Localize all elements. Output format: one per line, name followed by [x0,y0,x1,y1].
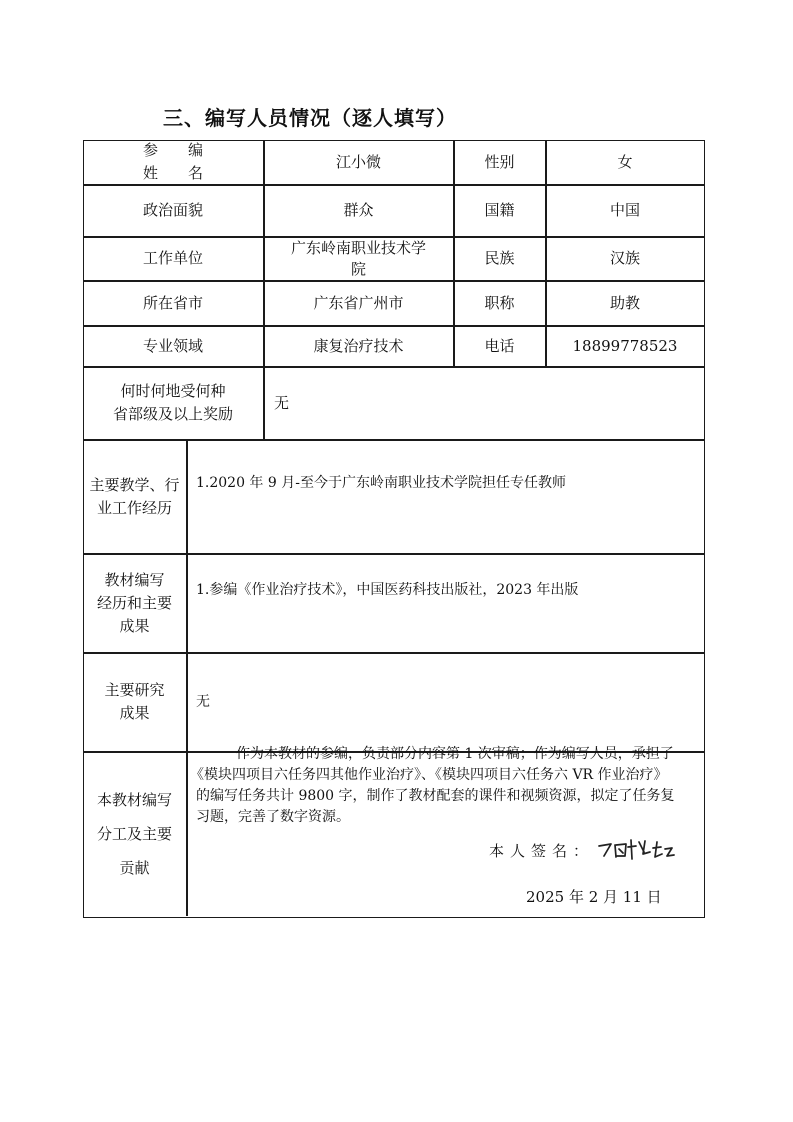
awards-label-line-2: 省部级及以上奖励 [112,405,233,423]
nationality-value: 中国 [609,201,640,219]
awards-label-line-1: 何时何地受何种 [120,382,226,400]
awards-value: 无 [274,393,290,412]
politics-value: 群众 [343,201,374,219]
textbook-label-line-1: 教材编写 [104,570,165,589]
textbook-label [83,554,186,652]
phone-label: 电话 [484,336,515,355]
gender-value: 女 [617,152,633,171]
name-label-line-2: 姓 名 [142,164,203,182]
awards-label [83,367,263,439]
experience-label-line-1: 主要教学、行 [89,475,180,494]
ethnicity-value: 汉族 [609,249,640,267]
contribution-text [190,744,700,828]
workplace-value-line-1: 广东岭南职业技术学 [290,238,426,257]
nationality-label: 国籍 [484,201,515,219]
field-label: 专业领域 [142,336,203,355]
name-label-line-1: 参 编 [142,141,203,159]
ethnicity-label: 民族 [484,249,515,267]
contribution-label-line-1: 本教材编写 [96,791,172,809]
textbook-label-line-2: 经历和主要 [96,593,172,612]
section-title: 三、编写人员情况（逐人填写） [163,106,457,130]
research-label [83,653,186,751]
contribution-label-line-3: 贡献 [119,859,150,877]
workplace-value [264,237,453,280]
gender-label: 性别 [484,152,515,171]
contribution-line-4: 习题，完善了数字资源。 [196,809,350,825]
experience-label-line-2: 业工作经历 [96,498,172,517]
contribution-line-2: 《模块四项目六任务四其他作业治疗》、《模块四项目六任务六 VR 作业治疗》 [190,767,668,783]
handwritten-signature [595,832,707,866]
textbook-value: 1.参编《作业治疗技术》，中国医药科技出版社，2023 年出版 [196,581,579,598]
research-label-line-2: 成果 [119,704,150,722]
research-value: 无 [196,693,210,710]
contribution-line-3: 的编写任务共计 9800 字，制作了教材配套的课件和视频资源，拟定了任务复 [196,788,675,804]
title-value: 助教 [609,293,640,312]
location-label: 所在省市 [142,293,203,312]
location-value: 广东省广州市 [313,293,404,312]
contribution-label [83,752,186,916]
contribution-label-line-2: 分工及主要 [96,825,172,843]
name-value: 江小微 [335,152,381,171]
workplace-label: 工作单位 [142,249,203,267]
workplace-value-line-2: 院 [350,259,366,278]
politics-label: 政治面貌 [142,201,203,219]
signature-label: 本人签名： [489,842,595,860]
staff-info-table [83,140,705,918]
phone-value: 18899778523 [572,336,678,355]
experience-label [83,440,186,553]
contribution-line-1: 作为本教材的参编，负责部分内容第 1 次审稿；作为编写人员，承担了 [236,746,674,762]
textbook-label-line-3: 成果 [119,616,150,635]
field-value: 康复治疗技术 [313,336,404,355]
sign-date: 2025 年 2 月 11 日 [526,888,662,906]
title-label: 职称 [484,293,515,312]
experience-value: 1.2020 年 9 月-至今于广东岭南职业技术学院担任专任教师 [196,474,566,491]
research-label-line-1: 主要研究 [104,681,165,699]
name-label [83,140,263,184]
